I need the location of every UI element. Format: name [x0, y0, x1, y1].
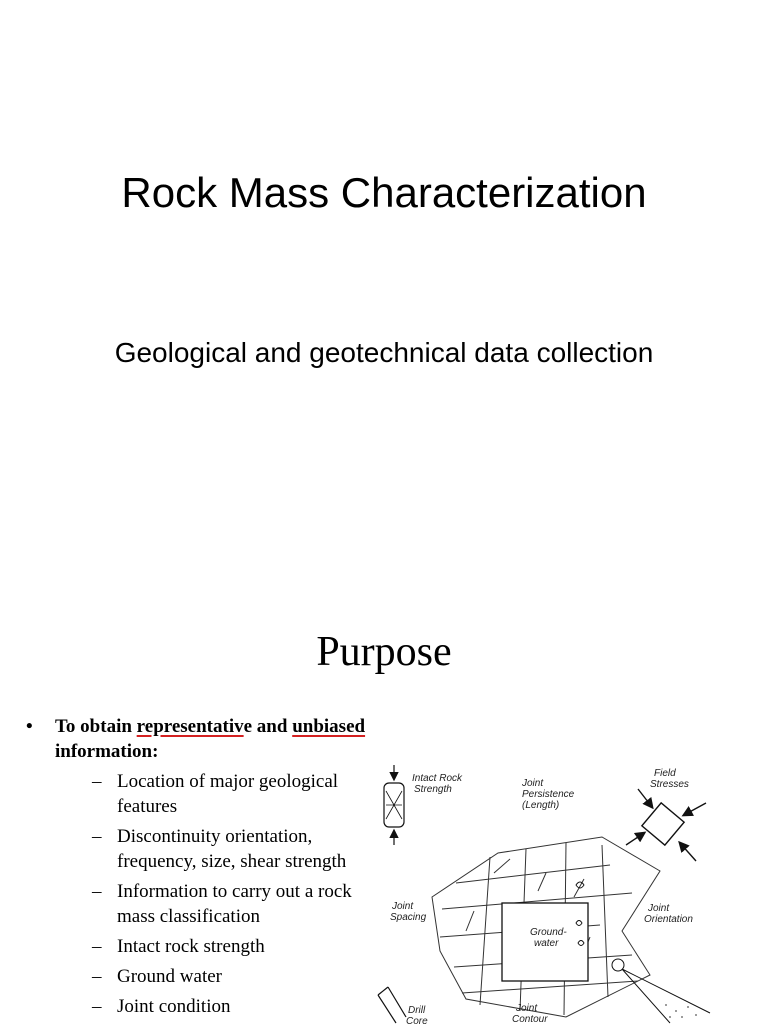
diagram-label: Spacing [390, 912, 427, 923]
sub-item-text: Ground water [117, 966, 222, 987]
underlined-word: representativ [136, 716, 244, 737]
sub-item-text: Information to carry out a rock mass classification [117, 881, 352, 927]
sub-marker: – [92, 826, 102, 847]
diagram-label: Joint [392, 901, 414, 912]
diagram-label: Ground- [530, 927, 567, 938]
slide-subtitle: Geological and geotechnical data collection [114, 337, 654, 368]
sub-item-text: Joint condition [117, 996, 231, 1017]
diagram-label: Intact Rock [412, 773, 463, 784]
sub-marker: – [92, 936, 102, 957]
slide-2 [0, 576, 768, 1024]
diagram-label: Joint [522, 778, 544, 789]
diagram-label: Contour [512, 1014, 548, 1024]
intact-rock-core-icon [384, 765, 404, 845]
diagram-label: Orientation [644, 914, 693, 925]
stereonet-icon [612, 959, 710, 1023]
sub-item [55, 934, 371, 959]
sub-item-text: Intact rock strength [117, 936, 265, 957]
slide-title: Purpose [316, 629, 452, 675]
drill-core-icon [378, 987, 406, 1023]
slide-title: Rock Mass Characterization [121, 169, 647, 216]
sub-item-text: Discontinuity orientation, frequency, size, shear strength [117, 826, 347, 872]
diagram-label: Strength [414, 784, 452, 795]
bullet-list [26, 714, 371, 1019]
sub-item [55, 964, 371, 989]
sub-marker: – [92, 966, 102, 987]
bullet-text-suffix: information: [55, 741, 159, 762]
diagram-label: Stresses [650, 779, 689, 790]
bullet-item [26, 714, 371, 1019]
bullet-text-prefix: To obtain [55, 716, 137, 737]
sub-marker: – [92, 881, 102, 902]
sub-item [55, 824, 371, 874]
bullet-marker: • [26, 716, 33, 737]
sub-item [55, 879, 371, 929]
diagram-label: Joint [516, 1003, 538, 1014]
diagram-label: Drill [408, 1005, 426, 1016]
sub-marker: – [92, 771, 102, 792]
sub-marker: – [92, 996, 102, 1017]
diagram-label: Core [406, 1016, 428, 1024]
underlined-word: unbiased [292, 716, 366, 737]
bullet-text-mid: e and [243, 716, 293, 737]
diagram-label: Joint [648, 903, 670, 914]
sub-item [55, 769, 371, 819]
sub-item-text: Location of major geological features [117, 771, 339, 817]
diagram-label: Field [654, 768, 676, 779]
diagram-label: Persistence [522, 789, 575, 800]
field-stress-block-icon [626, 789, 706, 861]
diagram-label: (Length) [522, 800, 560, 811]
diagram-label: water [534, 938, 559, 949]
rock-mass-diagram [370, 761, 750, 1024]
sub-item [55, 994, 371, 1019]
